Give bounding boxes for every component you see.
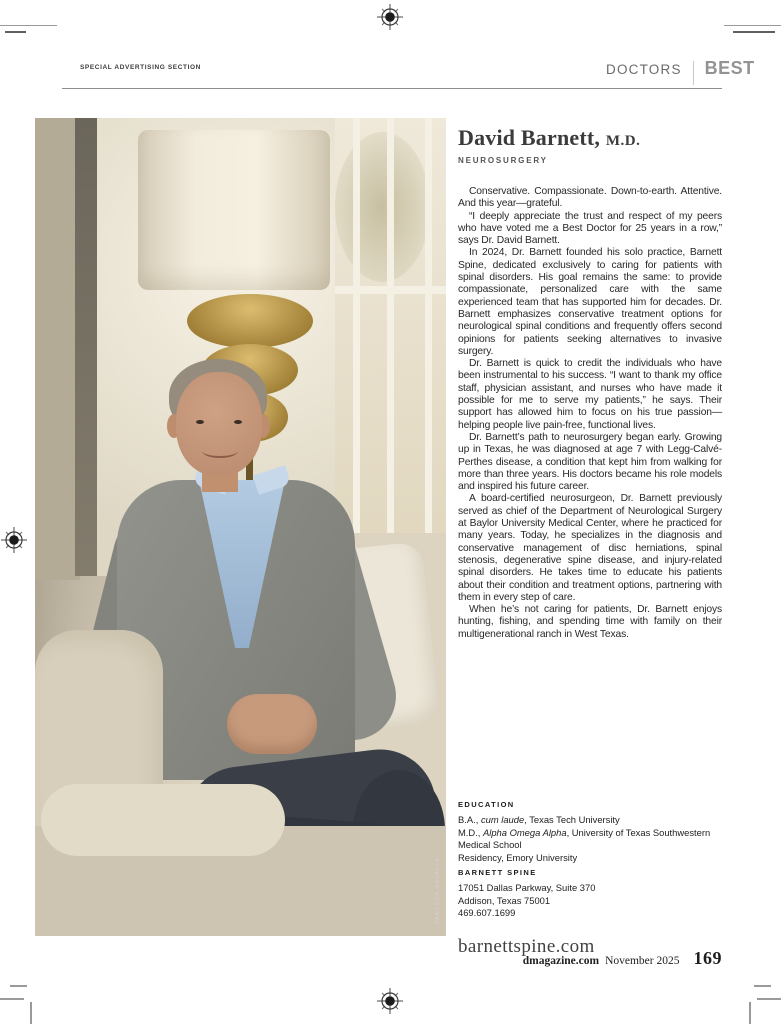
practice-phone: 469.607.1699 [458, 907, 516, 919]
crop-mark [757, 998, 781, 1000]
education-line [458, 827, 726, 852]
article-column [458, 126, 722, 641]
bio-paragraph: Conservative. Compassionate. Down-to-earth. Attentive. And this year—grateful. [458, 186, 722, 210]
section-label: SPECIAL ADVERTISING SECTION [80, 64, 201, 71]
page-number: 169 [693, 948, 722, 968]
crop-mark [0, 25, 57, 26]
man-face [176, 372, 262, 476]
bio-paragraph: When he’s not caring for patients, Dr. Barnett enjoys hunting, fishing, and spending time with family on their multigenerational ranch in West Texas. [458, 604, 722, 640]
window-mullion [425, 118, 432, 576]
greenery [335, 132, 430, 282]
education-honor: Alpha Omega Alpha [483, 826, 567, 838]
lamp-base [187, 294, 313, 348]
issue-date: November 2025 [605, 955, 680, 967]
practice-address-line1: 17051 Dallas Parkway, Suite 370 [458, 882, 596, 894]
page-footer [523, 948, 722, 969]
education-text: , University of Texas Southwestern Medical School [458, 826, 711, 851]
bio-paragraph: In 2024, Dr. Barnett founded his solo practice, Barnett Spine, dedicated exclusively to caring for patients with spinal disorders. His goal remains the same: to provide compassionate, personalized care with the same experienced team that has supported him for decades. Dr. Barnett emphasizes conservative treatment options for neurological spinal conditions and frequently offers second opinions for patients seeking alternatives to invasive surgery. [458, 247, 722, 357]
bio-paragraph: Dr. Barnett’s path to neurosurgery began early. Growing up in Texas, he was diagnosed at age 7 with Legg-Calvé-Perthes disease, a condition that kept him from walking for more than three years. His doctors became his role models and inspired his future career. [458, 431, 722, 493]
crop-mark [749, 1002, 751, 1024]
logo-divider [693, 61, 694, 85]
window-mullion [335, 286, 446, 294]
bio-paragraph: A board-certified neurosurgeon, Dr. Barnett previously served as chief of the Department of Neurological Surgery at Baylor University Medical Center, where he practiced for many years. Today, he specializes in the diagnosis and conservative management of disc herniations, spinal stenosis, degenerative spine disease, and injury-related spinal disorders. He takes time to educate his patients about their condition and treatment options, partnering with them in every step of care. [458, 493, 722, 603]
practice-heading: BARNETT SPINE [458, 868, 537, 877]
crop-mark [5, 31, 26, 33]
practice-section [458, 867, 726, 920]
crop-mark [724, 25, 781, 26]
bio-paragraph: Dr. Barnett is quick to credit the individuals who have been instrumental to his success. “I want to thank my office staff, physician assistant, and nurses who have made it possible for me to serve my patients,” he says. Their support has allowed him to focus on his true passion—helping people live pain-free, functional lives. [458, 358, 722, 431]
education-text: , Texas Tech University [524, 814, 620, 826]
window-mullion [387, 118, 394, 576]
education-line [458, 852, 726, 864]
crop-mark [0, 998, 24, 1000]
portrait-photo [35, 118, 446, 936]
education-text: Residency, Emory University [458, 851, 578, 863]
registration-mark-bottom [377, 988, 403, 1014]
registration-mark-top [377, 4, 403, 30]
crop-mark [733, 31, 775, 33]
education-honor: cum laude [480, 814, 525, 826]
man-eye [234, 420, 242, 424]
doctor-name [458, 126, 722, 153]
header-rule [62, 88, 722, 89]
education-section [458, 799, 726, 864]
best-doctors-logo [606, 58, 755, 88]
wall [35, 118, 80, 580]
biography-text [458, 186, 722, 641]
photo-credit: VANESSA GAVALYA [435, 856, 441, 924]
bio-paragraph: “I deeply appreciate the trust and respect of my peers who have voted me a Best Doctor for 25 years in a row,” says Dr. David Barnett. [458, 210, 722, 247]
practice-website-link[interactable]: barnettspine.com [458, 936, 595, 957]
man-eye [196, 420, 204, 424]
man-smile [202, 444, 238, 458]
doctor-credential: M.D. [605, 133, 641, 149]
doctor-specialty: NEUROSURGERY [458, 156, 548, 165]
magazine-website-link[interactable]: dmagazine.com [522, 955, 600, 967]
armchair-cushion [41, 784, 285, 856]
practice-address-line2: Addison, Texas 75001 [458, 894, 551, 906]
education-text: B.A., [458, 814, 481, 826]
education-text: M.D., [458, 826, 483, 838]
doctor-name-text: David Barnett, [458, 125, 601, 150]
logo-best: BEST [704, 58, 755, 78]
crop-mark [30, 1002, 32, 1024]
window-frame [75, 118, 97, 576]
logo-doctors: DOCTORS [606, 62, 682, 77]
crop-mark [754, 985, 771, 987]
man-hands [227, 694, 317, 754]
education-heading: EDUCATION [458, 800, 515, 809]
crop-mark [10, 985, 27, 987]
lamp-shade [138, 130, 330, 290]
registration-mark-left [1, 527, 27, 553]
education-line [458, 814, 726, 826]
window-mullion [353, 118, 360, 576]
